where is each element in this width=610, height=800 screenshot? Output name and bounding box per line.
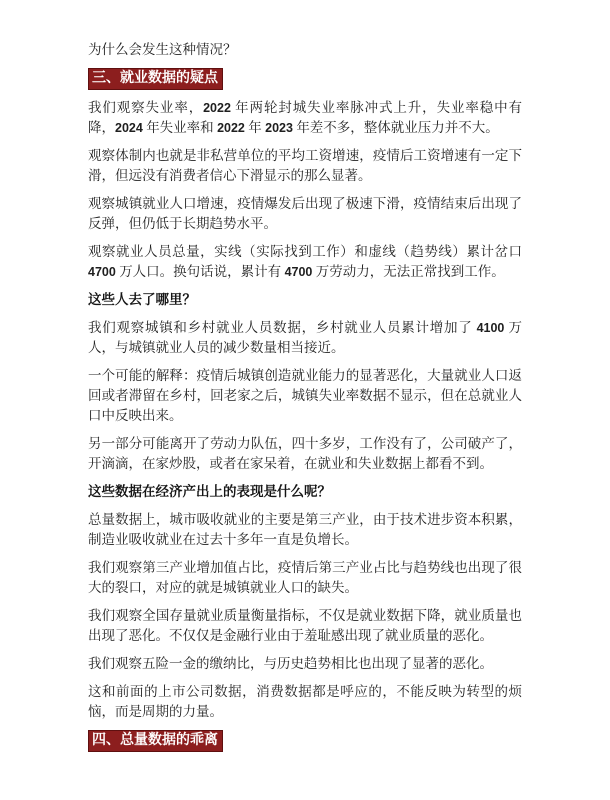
paragraph-urban-employment-growth: 观察城镇就业人口增速，疫情爆发后出现了极速下滑，疫情结束后出现了反弹，但仍低于长期趋势水平。 (88, 196, 522, 231)
paragraph-rural-employment-increase: 我们观察城镇和乡村就业人员数据，乡村就业人员累计增加了 4100 万人，与城镇就业人员的减少数量相当接近。 (88, 320, 523, 355)
section-heading-aggregate-deviation: 四、总量数据的乖离 (88, 730, 223, 752)
question-where-did-they-go: 这些人去了哪里？ (88, 292, 196, 307)
section-heading-employment-doubts: 三、就业数据的疑点 (88, 68, 223, 90)
paragraph-tertiary-value-share: 我们观察第三产业增加值占比，疫情后第三产业占比与趋势线也出现了很大的裂口，对应的就是城镇就业人口的缺失。 (88, 560, 522, 595)
paragraph-left-labor-force: 另一部分可能离开了劳动力队伍，四十多岁，工作没有了，公司破产了，开滴滴，在家炒股，或者在家呆着，在就业和失业数据上都看不到。 (88, 436, 522, 471)
paragraph-cyclical-force: 这和前面的上市公司数据，消费数据都是呼应的，不能反映为转型的烦恼，而是周期的力量。 (88, 684, 522, 719)
paragraph-unemployment-rate: 我们观察失业率，2022 年两轮封城失业率脉冲式上升，失业率稳中有降，2024 年失业率和 2022 年 2023 年差不多，整体就业压力并不大。 (88, 100, 523, 135)
section-heading-row-3 (88, 68, 522, 90)
section-heading-row-4 (88, 730, 522, 752)
paragraph-total-employment-gap: 观察就业人员总量，实线（实际找到工作）和虚线（趋势线）累计岔口 4700 万人口。换句话说，累计有 4700 万劳动力，无法正常找到工作。 (88, 244, 522, 279)
paragraph-employment-quality: 我们观察全国存量就业质量衡量指标，不仅是就业数据下降，就业质量也出现了恶化。不仅仅是金融行业由于羞耻感出现了就业质量的恶化。 (88, 608, 522, 643)
paragraph-tertiary-industry-absorption: 总量数据上，城市吸收就业的主要是第三产业，由于技术进步资本积累，制造业吸收就业在过去十多年一直是负增长。 (88, 512, 522, 547)
paragraph-social-insurance: 我们观察五险一金的缴纳比，与历史趋势相比也出现了显著的恶化。 (88, 656, 493, 671)
paragraph-public-sector-wages: 观察体制内也就是非私营单位的平均工资增速，疫情后工资增速有一定下滑，但远没有消费者信心下滑显示的那么显著。 (88, 148, 522, 183)
intro-question-paragraph: 为什么会发生这种情况？ (88, 42, 237, 57)
paragraph-possible-explanation: 一个可能的解释：疫情后城镇创造就业能力的显著恶化，大量就业人口返回或者滞留在乡村，回老家之后，城镇失业率数据不显示，但在总就业人口中反映出来。 (88, 368, 522, 423)
question-economic-output: 这些数据在经济产出上的表现是什么呢？ (88, 484, 331, 499)
